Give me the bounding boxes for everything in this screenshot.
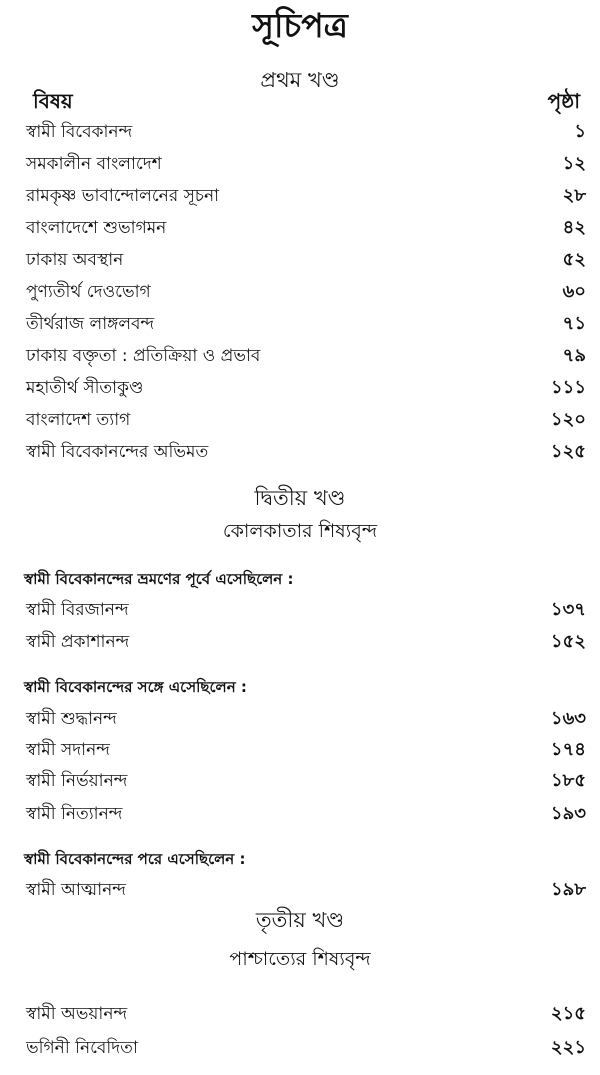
toc-entry[interactable] [26, 214, 586, 242]
entry-page: ৬০ [562, 281, 586, 302]
page-column-header: পৃষ্ঠা [547, 89, 580, 113]
toc-entry[interactable] [26, 310, 586, 338]
toc-entry[interactable] [26, 1000, 586, 1028]
entry-page: ৪২ [562, 217, 586, 238]
entry-page: ১৯৩ [550, 803, 586, 824]
toc-entry[interactable] [26, 800, 586, 828]
entry-page: ১২ [562, 153, 586, 174]
entry-title: স্বামী নির্ভয়ানন্দ [26, 771, 128, 791]
part2-subtitle: কোলকাতার শিষ্যবৃন্দ [222, 520, 378, 542]
toc-entry[interactable] [26, 342, 586, 370]
toc-entry[interactable] [26, 182, 586, 210]
entry-title: স্বামী শুদ্ধানন্দ [26, 709, 117, 729]
group-heading: স্বামী বিবেকানন্দের সঙ্গে এসেছিলেন : [24, 678, 247, 696]
subject-column-header: বিষয় [33, 89, 73, 113]
entry-title: স্বামী প্রকাশানন্দ [26, 632, 130, 652]
entry-title: স্বামী বিরজানন্দ [26, 600, 129, 620]
group-heading: স্বামী বিবেকানন্দের ভ্রমণের পূর্বে এসেছিলেন : [24, 570, 294, 588]
entry-page: ১৫২ [550, 631, 586, 652]
entry-title: স্বামী বিবেকানন্দ [26, 122, 133, 142]
entry-page: ১৩৭ [550, 599, 586, 620]
entry-title: বাংলাদেশ ত্যাগ [26, 410, 131, 430]
entry-title: রামকৃষ্ণ ভাবান্দোলনের সূচনা [26, 186, 220, 206]
entry-page: ২৮ [562, 185, 586, 206]
toc-entry[interactable] [26, 628, 586, 656]
toc-entry[interactable] [26, 118, 586, 146]
entry-page: ৭১ [562, 313, 586, 334]
toc-entry[interactable] [26, 596, 586, 624]
entry-page: ১৭৪ [550, 739, 586, 760]
entry-page: ৫২ [562, 249, 586, 270]
toc-entry[interactable] [26, 1034, 586, 1062]
entry-page: ১২০ [550, 409, 586, 430]
entry-page: ১৬৩ [550, 708, 586, 729]
entry-title: ভগিনী নিবেদিতা [26, 1038, 138, 1058]
entry-page: ৭৯ [562, 345, 586, 366]
toc-entry[interactable] [26, 278, 586, 306]
entry-page: ১১১ [550, 377, 586, 398]
entry-page: ২১৫ [550, 1003, 586, 1024]
page-title: সূচিপত্র [252, 6, 348, 45]
toc-entry[interactable] [26, 406, 586, 434]
entry-page: ২২১ [550, 1037, 586, 1058]
entry-title: স্বামী অভয়ানন্দ [26, 1004, 128, 1024]
entry-title: স্বামী সদানন্দ [26, 740, 110, 760]
entry-title: তীর্থরাজ লাঙ্গলবন্দ [26, 314, 155, 334]
toc-entry[interactable] [26, 246, 586, 274]
toc-entry[interactable] [26, 736, 586, 764]
entry-page: ১৮৫ [550, 770, 586, 791]
entry-title: পুণ্যতীর্থ দেওভোগ [26, 282, 151, 302]
entry-title: স্বামী নিত্যানন্দ [26, 804, 123, 824]
entry-title: সমকালীন বাংলাদেশ [26, 154, 162, 174]
toc-entry[interactable] [26, 438, 586, 466]
part3-title: তৃতীয় খণ্ড [255, 908, 345, 932]
entry-title: মহাতীর্থ সীতাকুণ্ড [26, 378, 144, 398]
toc-entry[interactable] [26, 150, 586, 178]
entry-title: স্বামী আত্মানন্দ [26, 880, 126, 900]
entry-title: ঢাকায় অবস্থান [26, 250, 124, 270]
part3-subtitle: পাশ্চাত্যের শিষ্যবৃন্দ [229, 948, 371, 970]
toc-entry[interactable] [26, 876, 586, 904]
toc-entry[interactable] [26, 767, 586, 795]
entry-page: ১৯৮ [550, 879, 586, 900]
part1-title: প্রথম খণ্ড [260, 68, 340, 92]
entry-title: বাংলাদেশে শুভাগমন [26, 218, 167, 238]
group-heading: স্বামী বিবেকানন্দের পরে এসেছিলেন : [24, 850, 246, 868]
part2-title: দ্বিতীয় খণ্ড [254, 486, 346, 510]
entry-title: ঢাকায় বক্তৃতা : প্রতিক্রিয়া ও প্রভাব [26, 346, 261, 366]
toc-entry[interactable] [26, 374, 586, 402]
entry-title: স্বামী বিবেকানন্দের অভিমত [26, 442, 209, 462]
entry-page: ১২৫ [550, 441, 586, 462]
entry-page: ১ [574, 121, 586, 142]
toc-entry[interactable] [26, 705, 586, 733]
